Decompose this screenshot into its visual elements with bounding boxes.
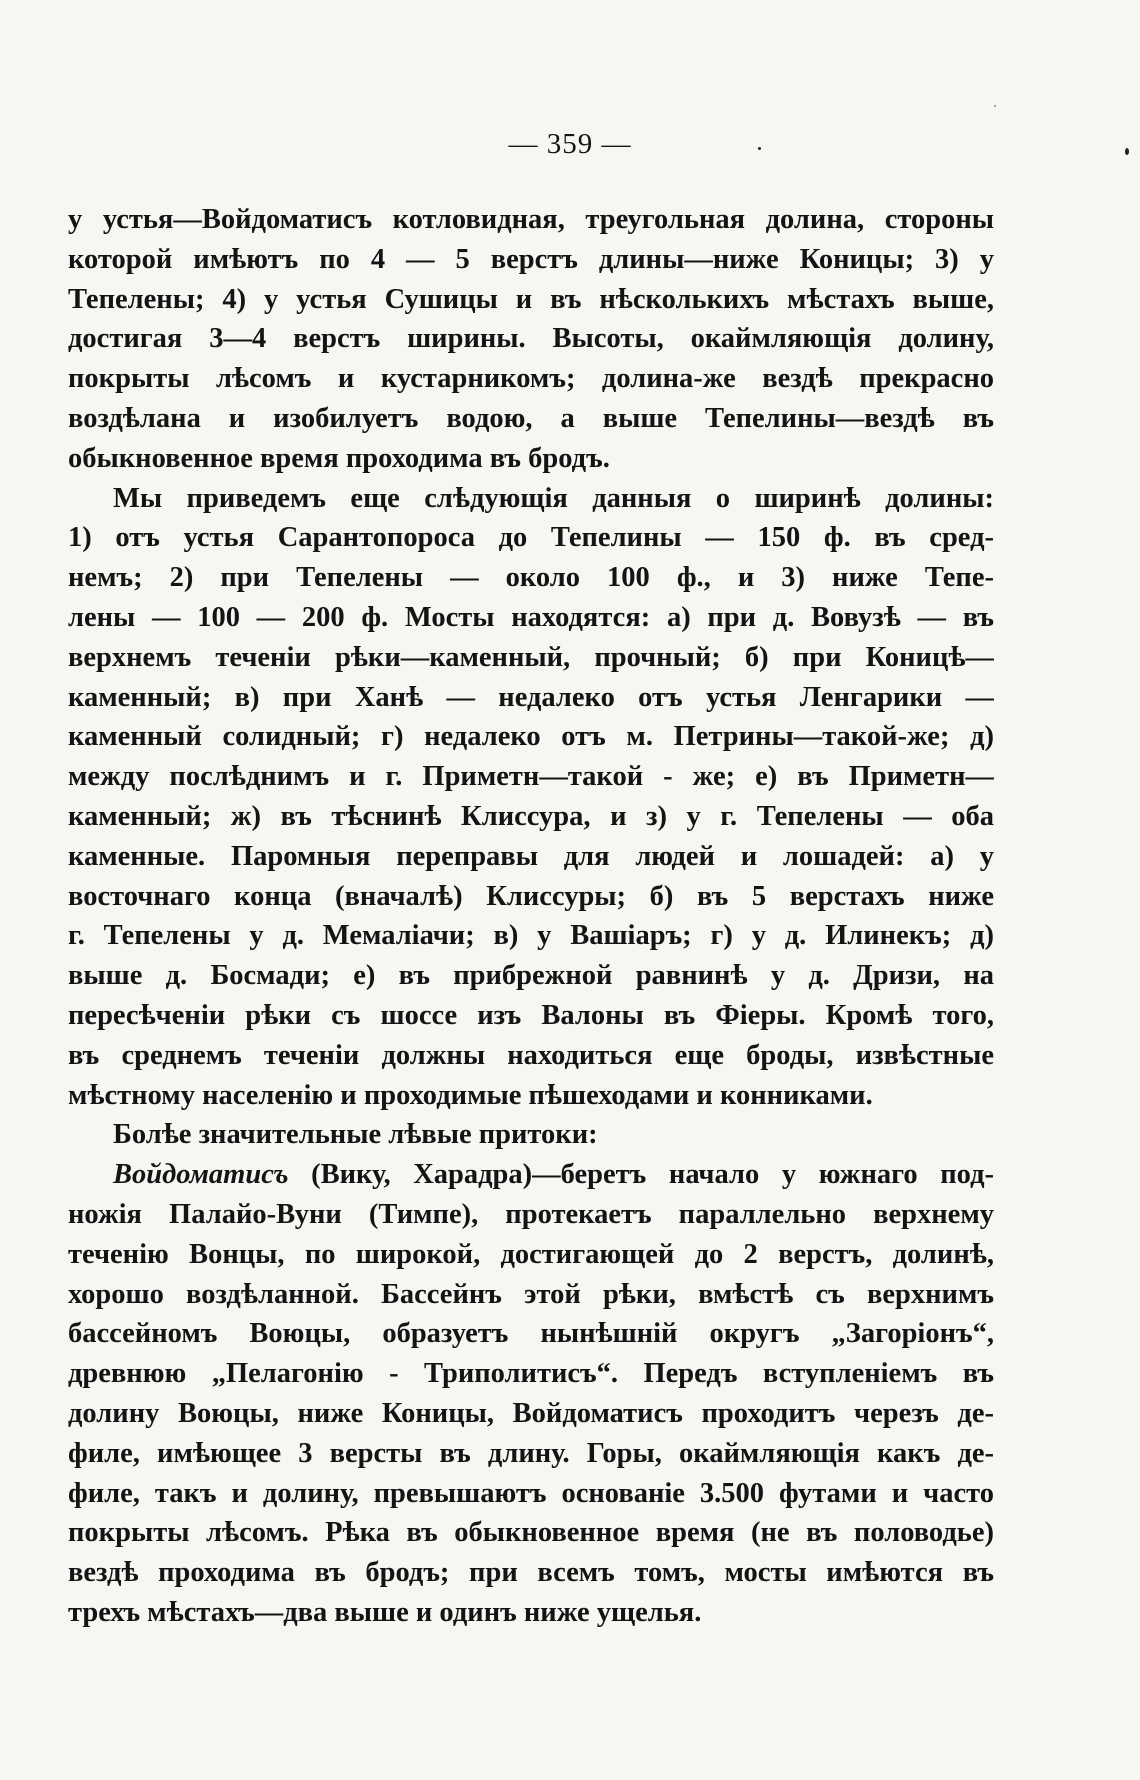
text-line: каменный солидный; г) недалеко отъ м. Петрины—такой-же; д) — [68, 721, 994, 753]
page-number: — 359 — — [508, 128, 632, 160]
text-line: долину Воюцы, ниже Коницы, Войдоматисъ проходитъ черезъ де- — [68, 1397, 994, 1429]
scan-speck — [1125, 148, 1129, 155]
text-line: между послѣднимъ и г. Приметн—такой - же; е) въ Приметн— — [68, 761, 994, 793]
text-line: верхнемъ теченіи рѣки—каменный, прочный; б) при Коницѣ— — [68, 641, 994, 673]
text-line: воздѣлана и изобилуетъ водою, а выше Тепелины—вездѣ въ — [68, 402, 994, 434]
text-line: Войдоматисъ (Вику, Харадра)—беретъ начало у южнаго под- — [113, 1159, 994, 1191]
text-line: г. Тепелены у д. Мемаліачи; в) у Вашіаръ; г) у д. Илинекъ; д) — [68, 920, 994, 952]
text-line: 1) отъ устья Сарантопороса до Тепелины — 150 ф. въ сред- — [68, 522, 994, 554]
body-text — [68, 200, 994, 1633]
text-line: филе, имѣющее 3 версты въ длину. Горы, окаймляющія какъ де- — [68, 1437, 994, 1469]
text-line: немъ; 2) при Тепелены — около 100 ф., и 3) ниже Тепе- — [68, 562, 994, 594]
text-line: выше д. Босмади; е) въ прибрежной равнинѣ у д. Дризи, на — [68, 960, 994, 992]
text-line: каменный; в) при Ханѣ — недалеко отъ устья Ленгарики — — [68, 681, 994, 713]
scan-speck — [758, 147, 761, 150]
text-line: бассейномъ Воюцы, образуетъ нынѣшній округъ „Загоріонъ“, — [68, 1318, 994, 1350]
text-line: Болѣе значительные лѣвые притоки: — [113, 1119, 598, 1151]
text-line: у устья—Войдоматисъ котловидная, треугольная долина, стороны — [68, 204, 994, 235]
text-line: каменный; ж) въ тѣснинѣ Клиссура, и з) у г. Тепелены — оба — [68, 800, 994, 832]
text-line: обыкновенное время проходима въ бродъ. — [68, 442, 610, 474]
text-line: древнюю „Пелагонію - Триполитисъ“. Передъ вступленіемъ въ — [68, 1358, 994, 1390]
text-line: Тепелены; 4) у устья Сушицы и въ нѣсколькихъ мѣстахъ выше, — [68, 283, 994, 315]
text-line: каменные. Паромныя переправы для людей и лошадей: а) у — [68, 840, 994, 872]
text-line: мѣстному населенію и проходимые пѣшеходами и конниками. — [68, 1079, 873, 1111]
text-line: вездѣ проходима въ бродъ; при всемъ томъ, мосты имѣются въ — [68, 1557, 994, 1589]
river-name-emphasis: Войдоматисъ — [113, 1159, 289, 1191]
scan-speck — [994, 105, 996, 107]
text-line: въ среднемъ теченіи должны находиться еще броды, извѣстные — [68, 1039, 994, 1071]
text-line: которой имѣютъ по 4 — 5 верстъ длины—ниже Коницы; 3) у — [68, 243, 994, 275]
text-line: пересѣченіи рѣки съ шоссе изъ Валоны въ Фіеры. Кромѣ того, — [68, 999, 994, 1031]
text-line: филе, такъ и долину, превышаютъ основаніе 3.500 футами и часто — [68, 1477, 994, 1509]
text-line: трехъ мѣстахъ—два выше и одинъ ниже ущелья. — [68, 1596, 702, 1628]
text-line: покрыты лѣсомъ. Рѣка въ обыкновенное время (не въ половодье) — [68, 1517, 994, 1549]
text-line: лены — 100 — 200 ф. Мосты находятся: а) при д. Вовузѣ — въ — [68, 601, 994, 633]
text-line: достигая 3—4 верстъ ширины. Высоты, окаймляющія долину, — [68, 323, 994, 355]
text-line: ножія Палайо-Вуни (Тимпе), протекаетъ параллельно верхнему — [68, 1198, 994, 1230]
text-line: Мы приведемъ еще слѣдующія данныя о ширинѣ долины: — [113, 482, 994, 514]
text-line: хорошо воздѣланной. Бассейнъ этой рѣки, вмѣстѣ съ верхнимъ — [68, 1278, 994, 1310]
text-line: восточнаго конца (вначалѣ) Клиссуры; б) въ 5 верстахъ ниже — [68, 880, 994, 912]
text-line: покрыты лѣсомъ и кустарникомъ; долина-же вездѣ прекрасно — [68, 363, 994, 395]
text-line: теченію Вонцы, по широкой, достигающей до 2 верстъ, долинѣ, — [68, 1238, 994, 1270]
